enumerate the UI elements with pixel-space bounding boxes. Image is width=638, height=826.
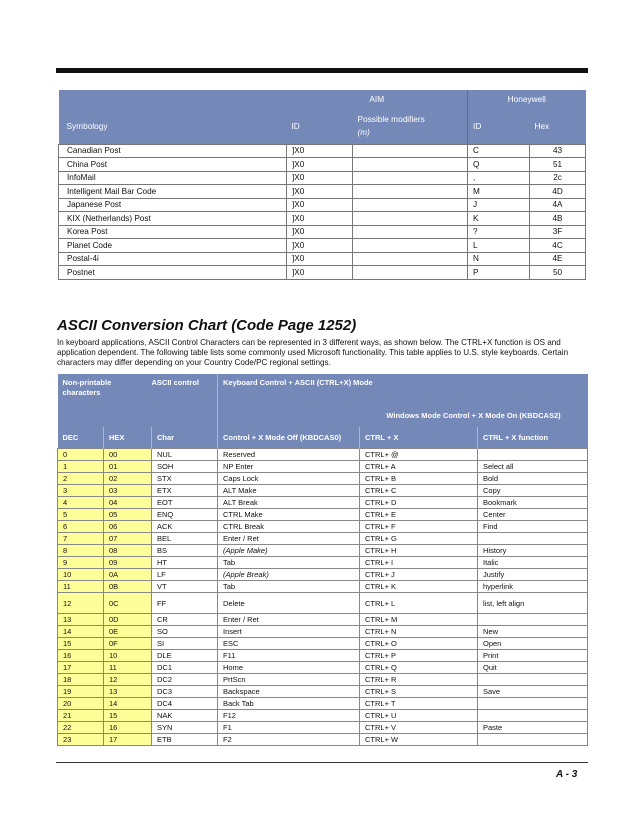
section-title: ASCII Conversion Chart (Code Page 1252) [57,317,357,334]
hex-cell: 05 [104,509,152,521]
ctrl-x-function-cell: History [478,545,588,557]
mode-off-cell: F12 [218,710,360,722]
char-cell: LF [152,569,218,581]
hex-cell: 16 [104,722,152,734]
char-cell: BEL [152,533,218,545]
honeywell-id-cell: J [468,198,530,212]
ascii-control-header: ASCII control [152,374,218,404]
ctrl-x-function-cell: Bold [478,473,588,485]
honeywell-id-cell: L [468,239,530,253]
mode-off-cell: Delete [218,593,360,614]
hex-header: Hex [534,120,550,131]
mode-off-cell: F2 [218,734,360,746]
char-cell: DC3 [152,686,218,698]
ctrl-x-cell: CTRL+ S [360,686,478,698]
hex-cell: 2c [530,171,586,185]
ctrl-x-cell: CTRL+ U [360,710,478,722]
dec-cell: 9 [58,557,104,569]
hex-cell: 08 [104,545,152,557]
ctrl-x-cell: CTRL+ K [360,581,478,593]
hex-cell: 0C [104,593,152,614]
hex-cell: 09 [104,557,152,569]
table-row [58,593,588,614]
dec-cell: 4 [58,497,104,509]
top-rule [56,68,588,73]
char-header: Char [152,427,218,449]
ctrl-x-function-cell [478,533,588,545]
hex-cell: 4D [530,185,586,199]
modifiers-cell [353,212,468,226]
ctrl-x-cell: CTRL+ M [360,614,478,626]
symbology-cell: Japanese Post [59,198,287,212]
hex-cell: 51 [530,158,586,172]
ctrl-x-function-cell: hyperlink [478,581,588,593]
symbology-cell: China Post [59,158,287,172]
char-cell: STX [152,473,218,485]
honeywell-id-cell: C [468,144,530,158]
mode-off-cell: PrtScn [218,674,360,686]
dec-cell: 18 [58,674,104,686]
hex-cell: 02 [104,473,152,485]
table-row [58,662,588,674]
honeywell-id-cell: M [468,185,530,199]
hex-cell: 4A [530,198,586,212]
aim-id-cell: ]X0 [287,266,353,280]
honeywell-id-cell: P [468,266,530,280]
table-row [59,185,586,199]
modifiers-cell [353,144,468,158]
table-row [58,722,588,734]
table-row [59,212,586,226]
char-cell: DC4 [152,698,218,710]
modifiers-cell [353,266,468,280]
modifiers-cell [353,171,468,185]
aim-id-cell: ]X0 [287,144,353,158]
ctrl-x-function-cell [478,614,588,626]
table-row [58,626,588,638]
hex-cell: 0A [104,569,152,581]
mode-off-cell: Back Tab [218,698,360,710]
aim-id-cell: ]X0 [287,252,353,266]
mode-off-cell: F11 [218,650,360,662]
char-cell: CR [152,614,218,626]
mode-off-cell: Tab [218,581,360,593]
mode-off-cell: Enter / Ret [218,614,360,626]
mode-off-cell: (Apple Make) [218,545,360,557]
hex-cell: 17 [104,734,152,746]
modifiers-cell [353,225,468,239]
hex-cell: 04 [104,497,152,509]
hex-col-header: HEX [104,427,152,449]
aim-header: AIM [369,94,385,104]
table-row [59,171,586,185]
bottom-rule [56,762,588,763]
mode-off-cell: Home [218,662,360,674]
hex-cell: 50 [530,266,586,280]
mode-off-cell: ALT Break [218,497,360,509]
ctrl-x-function-cell: Italic [478,557,588,569]
table-row [59,225,586,239]
char-cell: SOH [152,461,218,473]
table-row [59,198,586,212]
hex-cell: 4E [530,252,586,266]
hex-cell: 0F [104,638,152,650]
ctrl-x-cell: CTRL+ I [360,557,478,569]
dec-cell: 14 [58,626,104,638]
ctrl-x-cell: CTRL+ Q [360,662,478,674]
dec-cell: 20 [58,698,104,710]
table-row [58,449,588,461]
char-cell: ETB [152,734,218,746]
ctrl-x-function-cell: Quit [478,662,588,674]
table-row [58,638,588,650]
ctrl-x-function-cell [478,698,588,710]
char-cell: FF [152,593,218,614]
hex-cell: 01 [104,461,152,473]
mode-off-cell: Enter / Ret [218,533,360,545]
honeywell-header: Honeywell [468,90,586,108]
table-row [58,581,588,593]
mode-off-cell: NP Enter [218,461,360,473]
dec-cell: 11 [58,581,104,593]
ctrl-x-cell: CTRL+ P [360,650,478,662]
symbology-cell: Canadian Post [59,144,287,158]
dec-cell: 17 [58,662,104,674]
aim-id-cell: ]X0 [287,239,353,253]
char-cell: SO [152,626,218,638]
hex-cell: 14 [104,698,152,710]
mode-off-cell: (Apple Break) [218,569,360,581]
mode-off-cell: F1 [218,722,360,734]
symbology-cell: InfoMail [59,171,287,185]
table-row [58,569,588,581]
ctrl-x-function-cell: Justify [478,569,588,581]
mode-off-cell: Insert [218,626,360,638]
dec-cell: 23 [58,734,104,746]
char-cell: NAK [152,710,218,722]
ctrl-x-cell: CTRL+ D [360,497,478,509]
symbology-cell: Intelligent Mail Bar Code [59,185,287,199]
table-row [58,521,588,533]
ctrl-x-cell: CTRL+ J [360,569,478,581]
char-cell: NUL [152,449,218,461]
ctrl-x-cell: CTRL+ O [360,638,478,650]
table-row [59,252,586,266]
hex-cell: 0B [104,581,152,593]
aim-id-header: ID [291,120,300,131]
table-row [58,686,588,698]
honeywell-id-header: ID [468,108,530,144]
table-row [58,674,588,686]
hex-cell: 4B [530,212,586,226]
ctrl-x-cell: CTRL+ @ [360,449,478,461]
dec-cell: 1 [58,461,104,473]
char-cell: HT [152,557,218,569]
mode-off-cell: Backspace [218,686,360,698]
ctrl-x-cell: CTRL+ V [360,722,478,734]
char-cell: EOT [152,497,218,509]
ctrl-x-cell: CTRL+ G [360,533,478,545]
hex-cell: 13 [104,686,152,698]
table-row [59,144,586,158]
modifiers-header: Possible modifiers (m) [357,113,425,137]
ctrl-x-cell: CTRL+ L [360,593,478,614]
mode-off-cell: ALT Make [218,485,360,497]
char-cell: DLE [152,650,218,662]
table-row [59,239,586,253]
dec-cell: 7 [58,533,104,545]
char-cell: SYN [152,722,218,734]
dec-cell: 10 [58,569,104,581]
modifiers-cell [353,185,468,199]
ctrl-x-function-cell: list, left align [478,593,588,614]
honeywell-id-cell: , [468,171,530,185]
ctrl-x-cell: CTRL+ W [360,734,478,746]
table-row [58,509,588,521]
windows-mode-header: Windows Mode Control + X Mode On (KBDCAS2) [360,404,588,427]
honeywell-id-cell: N [468,252,530,266]
table-row [58,734,588,746]
table-row [58,533,588,545]
symbology-cell: Postnet [59,266,287,280]
ctrl-x-function-cell: Paste [478,722,588,734]
aim-id-cell: ]X0 [287,225,353,239]
dec-cell: 2 [58,473,104,485]
hex-cell: 15 [104,710,152,722]
mode-off-cell: Tab [218,557,360,569]
ctrl-x-function-cell: Copy [478,485,588,497]
hex-cell: 0D [104,614,152,626]
dec-cell: 6 [58,521,104,533]
dec-cell: 21 [58,710,104,722]
honeywell-id-cell: ? [468,225,530,239]
ctrl-x-cell: CTRL+ H [360,545,478,557]
char-cell: BS [152,545,218,557]
mode-off-cell: CTRL Make [218,509,360,521]
dec-cell: 22 [58,722,104,734]
aim-id-cell: ]X0 [287,212,353,226]
aim-id-cell: ]X0 [287,185,353,199]
aim-id-cell: ]X0 [287,171,353,185]
mode-off-cell: Reserved [218,449,360,461]
ctrl-x-function-cell: New [478,626,588,638]
ctrl-x-function-cell: Save [478,686,588,698]
symbology-cell: Planet Code [59,239,287,253]
ctrl-x-cell: CTRL+ E [360,509,478,521]
hex-cell: 0E [104,626,152,638]
dec-header: DEC [58,427,104,449]
ctrl-x-function-cell: Bookmark [478,497,588,509]
char-cell: ETX [152,485,218,497]
ctrl-x-function-cell [478,710,588,722]
hex-cell: 12 [104,674,152,686]
char-cell: DC2 [152,674,218,686]
modifiers-cell [353,239,468,253]
dec-cell: 15 [58,638,104,650]
table-row [58,497,588,509]
ctrl-x-function-cell: Select all [478,461,588,473]
hex-cell: 07 [104,533,152,545]
symbology-table [58,90,586,280]
ctrl-x-function-header: CTRL + X function [478,427,588,449]
ctrl-x-function-cell: Center [478,509,588,521]
ctrl-x-function-cell: Find [478,521,588,533]
mode-off-cell: Caps Lock [218,473,360,485]
char-cell: VT [152,581,218,593]
char-cell: SI [152,638,218,650]
table-row [58,698,588,710]
non-printable-header: Non-printable characters [58,374,152,404]
symbology-cell: KIX (Netherlands) Post [59,212,287,226]
char-cell: DC1 [152,662,218,674]
dec-cell: 16 [58,650,104,662]
dec-cell: 5 [58,509,104,521]
hex-cell: 10 [104,650,152,662]
honeywell-id-cell: K [468,212,530,226]
table-row [58,710,588,722]
table-row [58,650,588,662]
ctrl-x-header: CTRL + X [360,427,478,449]
table-row [58,557,588,569]
table-row [59,266,586,280]
hex-cell: 03 [104,485,152,497]
ctrl-x-cell: CTRL+ B [360,473,478,485]
hex-cell: 00 [104,449,152,461]
ascii-table [57,374,588,746]
mode-off-header: Control + X Mode Off (KBDCAS0) [218,427,360,449]
hex-cell: 11 [104,662,152,674]
char-cell: ACK [152,521,218,533]
dec-cell: 19 [58,686,104,698]
hex-cell: 06 [104,521,152,533]
hex-cell: 4C [530,239,586,253]
ctrl-x-cell: CTRL+ N [360,626,478,638]
table-row [58,545,588,557]
ctrl-x-cell: CTRL+ T [360,698,478,710]
table-row [58,473,588,485]
keyboard-control-header: Keyboard Control + ASCII (CTRL+X) Mode [218,374,588,404]
page-number: A - 3 [556,769,578,780]
table-row [58,485,588,497]
ctrl-x-function-cell: Print [478,650,588,662]
aim-id-cell: ]X0 [287,198,353,212]
symbology-cell: Postal-4i [59,252,287,266]
modifiers-cell [353,252,468,266]
dec-cell: 13 [58,614,104,626]
ctrl-x-cell: CTRL+ A [360,461,478,473]
symbology-header: Symbology [66,120,108,131]
table-row [58,461,588,473]
mode-off-cell: CTRL Break [218,521,360,533]
mode-off-cell: ESC [218,638,360,650]
hex-cell: 3F [530,225,586,239]
ctrl-x-function-cell [478,449,588,461]
section-paragraph: In keyboard applications, ASCII Control Characters can be represented in 3 different ways, as shown below. The CTRL+X function is OS and application dependent. The following table lists some commonly used Microsoft functionality. This table applies to U.S. style keyboards. Certain characters may differ depending on your Country Code/PC regional settings. [57,338,569,368]
honeywell-id-cell: Q [468,158,530,172]
ctrl-x-cell: CTRL+ R [360,674,478,686]
table-row [58,614,588,626]
dec-cell: 0 [58,449,104,461]
dec-cell: 3 [58,485,104,497]
dec-cell: 12 [58,593,104,614]
char-cell: ENQ [152,509,218,521]
symbology-cell: Korea Post [59,225,287,239]
modifiers-cell [353,198,468,212]
ctrl-x-function-cell [478,674,588,686]
hex-cell: 43 [530,144,586,158]
dec-cell: 8 [58,545,104,557]
ctrl-x-cell: CTRL+ C [360,485,478,497]
table-row [59,158,586,172]
ctrl-x-cell: CTRL+ F [360,521,478,533]
modifiers-cell [353,158,468,172]
ctrl-x-function-cell [478,734,588,746]
aim-id-cell: ]X0 [287,158,353,172]
ctrl-x-function-cell: Open [478,638,588,650]
